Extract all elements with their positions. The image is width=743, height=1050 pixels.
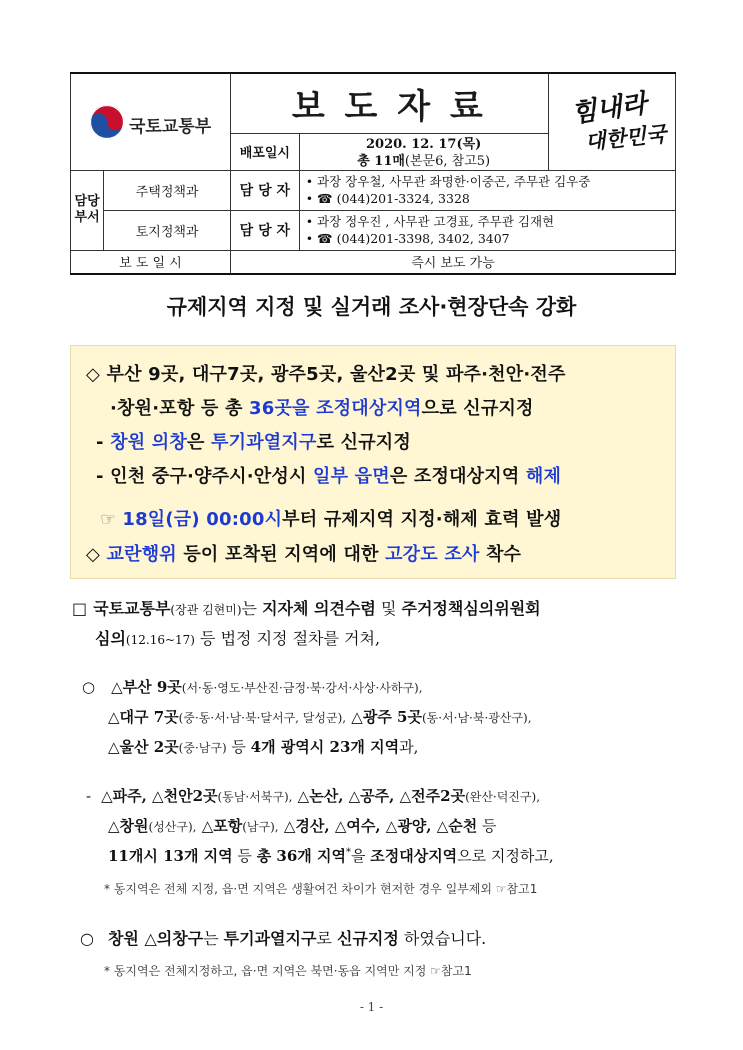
summary-line3-post: 로 신규지정	[316, 432, 411, 453]
body-para1-line2	[95, 626, 380, 649]
square-bullet: □	[72, 599, 88, 618]
footnote-1: * 동지역은 전체 지정, 읍·면 지역은 생활여건 차이가 현저한 경우 일부제외 ☞참고1	[104, 882, 538, 896]
person-label-1: 담 당 자	[231, 170, 300, 210]
text: 로	[316, 929, 337, 948]
housing-committee: 주거정책심의위원회	[401, 599, 541, 618]
bullet: •	[305, 214, 314, 229]
text: 등	[232, 847, 257, 865]
slogan-line1: 힘내라	[569, 88, 649, 129]
footnote-2: * 동지역은 전체지정하고, 읍·면 지역은 북면·동읍 지역만 지정 ☞참고1	[104, 964, 472, 978]
text: 등	[477, 817, 497, 835]
body-para1-line1	[72, 596, 541, 619]
cities-line3	[108, 845, 554, 866]
cities-line2	[108, 815, 497, 836]
gwangju: △광주 5곳	[346, 708, 422, 726]
uichang: 창원 △의창구	[107, 929, 204, 948]
summary-line-5	[100, 505, 561, 531]
press-release-title: 보 도 자 료	[291, 86, 487, 127]
pohang-district: (남구),	[242, 820, 279, 834]
ulsan: △울산 2곳	[108, 738, 179, 756]
summary-line-4	[96, 462, 561, 488]
page-number: - 1 -	[359, 1000, 384, 1014]
changwon: △창원	[108, 817, 149, 835]
text: 는	[203, 929, 224, 948]
minister-note: (장관 김현미)	[170, 603, 242, 617]
dept-label-line2: 부서	[74, 210, 100, 225]
distribution-info	[299, 133, 548, 170]
dept-label-line1: 담당	[74, 194, 100, 209]
summary-line4-mid: 은 조정대상지역	[389, 466, 526, 487]
slogan-line2: 대한민국	[583, 120, 667, 154]
summary-line4-pre: - 인천 중구·양주시·안성시	[96, 466, 314, 487]
dept2-phone: (044)201-3398, 3402, 3407	[336, 231, 510, 246]
text: 과,	[399, 738, 419, 756]
summary-line1-text: ◇ 부산 9곳, 대구7곳, 광주5곳, 울산2곳 및 파주·천안·전주	[86, 364, 566, 385]
summary-line-6	[86, 540, 521, 566]
summary-line6-mid: 등이 포착된 지역에 대한	[176, 544, 386, 565]
paju: △파주,	[101, 787, 147, 805]
text: 는	[241, 599, 263, 618]
slogan-logo	[549, 76, 675, 168]
cheonan-districts: (동남·서북구),	[217, 790, 293, 804]
yeosu: △여수,	[329, 817, 381, 835]
cheonan: △천안2곳	[146, 787, 218, 805]
metro-line1	[82, 676, 423, 697]
asterisk: *	[345, 847, 351, 858]
distribution-total: 총 11매	[357, 153, 405, 169]
circle-bullet: ○	[80, 929, 94, 948]
summary-line2-pre: ·창원·포항 등 총	[110, 398, 250, 419]
pohang: △포항	[196, 817, 243, 835]
metro-total: 4개 광역시 23개 지역	[250, 738, 400, 756]
ministry-mention: 국토교통부	[93, 599, 171, 618]
busan-districts: (서·동·영도·부산진·금정·북·강서·사상·사하구),	[181, 681, 423, 695]
nonsan: △논산,	[292, 787, 344, 805]
changwon-district: (성산구),	[148, 820, 197, 834]
summary-line2-highlight: 36곳을 조정대상지역	[249, 398, 422, 419]
summary-line2-post: 으로 신규지정	[421, 398, 534, 419]
opinion-collection: 지자체 의견수렴	[262, 599, 376, 618]
dept1-contacts	[299, 170, 675, 210]
summary-line5-highlight: 18일(금) 00:00시	[122, 509, 283, 530]
summary-line3-mid: 은	[186, 432, 212, 453]
release-label: 보 도 일 시	[71, 250, 231, 274]
press-header-table	[70, 72, 676, 275]
dept1-name: 주택정책과	[104, 170, 231, 210]
ministry-logo-cell	[71, 73, 231, 170]
release-value: 즉시 보도 가능	[231, 250, 676, 274]
summary-line6-highlight2: 고강도 조사	[385, 544, 480, 565]
cities-line1	[86, 785, 540, 806]
deliberation: 심의	[95, 629, 126, 648]
jeonju: △전주2곳	[394, 787, 466, 805]
busan: △부산 9곳	[111, 678, 182, 696]
cities-count: 11개시 13개 지역	[108, 847, 233, 865]
metro-line3	[108, 736, 418, 757]
headline: 규제지역 지정 및 실거래 조사·현장단속 강화	[166, 295, 577, 319]
summary-line6-post: 착수	[479, 544, 522, 565]
title-cell	[231, 73, 549, 133]
daegu-districts: (중·동·서·남·북·달서구, 달성군),	[178, 711, 347, 725]
slogan-cell	[548, 73, 675, 170]
summary-line-1	[86, 360, 566, 386]
summary-line-2	[110, 394, 534, 420]
jeonju-districts: (완산·덕진구),	[465, 790, 541, 804]
pointing-hand-icon: ☞	[100, 509, 117, 530]
gongju: △공주,	[343, 787, 395, 805]
text: 하였습니다.	[398, 929, 487, 948]
dash: -	[86, 787, 92, 805]
phone-icon: ☎	[317, 191, 333, 206]
ulsan-districts: (중·남구)	[178, 741, 227, 755]
text: 으로 지정하고,	[457, 847, 554, 865]
text: 등	[226, 738, 251, 756]
distribution-label: 배포일시	[231, 133, 300, 170]
summary-line3-highlight1: 창원 의창	[110, 432, 187, 453]
summary-line6-highlight1: 교란행위	[106, 544, 177, 565]
summary-line-3	[96, 428, 411, 454]
dept2-contacts	[299, 210, 675, 250]
gwangju-districts: (동·서·남·북·광산구),	[421, 711, 532, 725]
distribution-pages: (본문6, 참고5)	[404, 153, 491, 169]
dept2-name: 토지정책과	[104, 210, 231, 250]
text: 을	[350, 847, 371, 865]
deliberation-dates: (12.16~17)	[125, 633, 195, 647]
phone-icon: ☎	[317, 231, 333, 246]
metro-line2	[108, 706, 532, 727]
distribution-date: 2020. 12. 17(목)	[365, 136, 482, 152]
dept2-staff: 과장 정우진 , 사무관 고경표, 주무관 김재현	[317, 214, 555, 229]
dept1-phone: (044)201-3324, 3328	[336, 191, 470, 206]
circle-bullet: ○	[82, 678, 96, 696]
ministry-name: 국토교통부	[129, 116, 212, 137]
taegeuk-logo-icon	[89, 104, 125, 140]
bullet: •	[305, 174, 314, 189]
speculation-zone: 투기과열지구	[223, 929, 317, 948]
bullet: •	[305, 191, 314, 206]
summary-line4-highlight2: 해제	[525, 466, 562, 487]
suncheon: △순천	[431, 817, 478, 835]
person-label-2: 담 당 자	[231, 210, 300, 250]
daegu: △대구 7곳	[108, 708, 179, 726]
summary-line3-highlight2: 투기과열지구	[211, 432, 317, 453]
text: 및	[375, 599, 402, 618]
gyeongsan: △경산,	[278, 817, 330, 835]
text: 등 법정 지정 절차를 거쳐,	[194, 629, 381, 648]
bullet: •	[305, 231, 314, 246]
uichang-line	[80, 926, 486, 949]
summary-line5-post: 부터 규제지역 지정·해제 효력 발생	[282, 509, 562, 530]
dash: -	[96, 432, 111, 453]
total-count: 총 36개 지역	[256, 847, 346, 865]
diamond-bullet: ◇	[86, 544, 107, 565]
gwangyang: △광양,	[380, 817, 432, 835]
summary-line4-highlight1: 일부 읍면	[313, 466, 390, 487]
dept1-staff: 과장 장우철, 사무관 좌명한·이중곤, 주무관 김우중	[317, 174, 591, 189]
new-designation: 신규지정	[336, 929, 399, 948]
dept-label	[71, 170, 104, 250]
adjustment-area: 조정대상지역	[370, 847, 458, 865]
